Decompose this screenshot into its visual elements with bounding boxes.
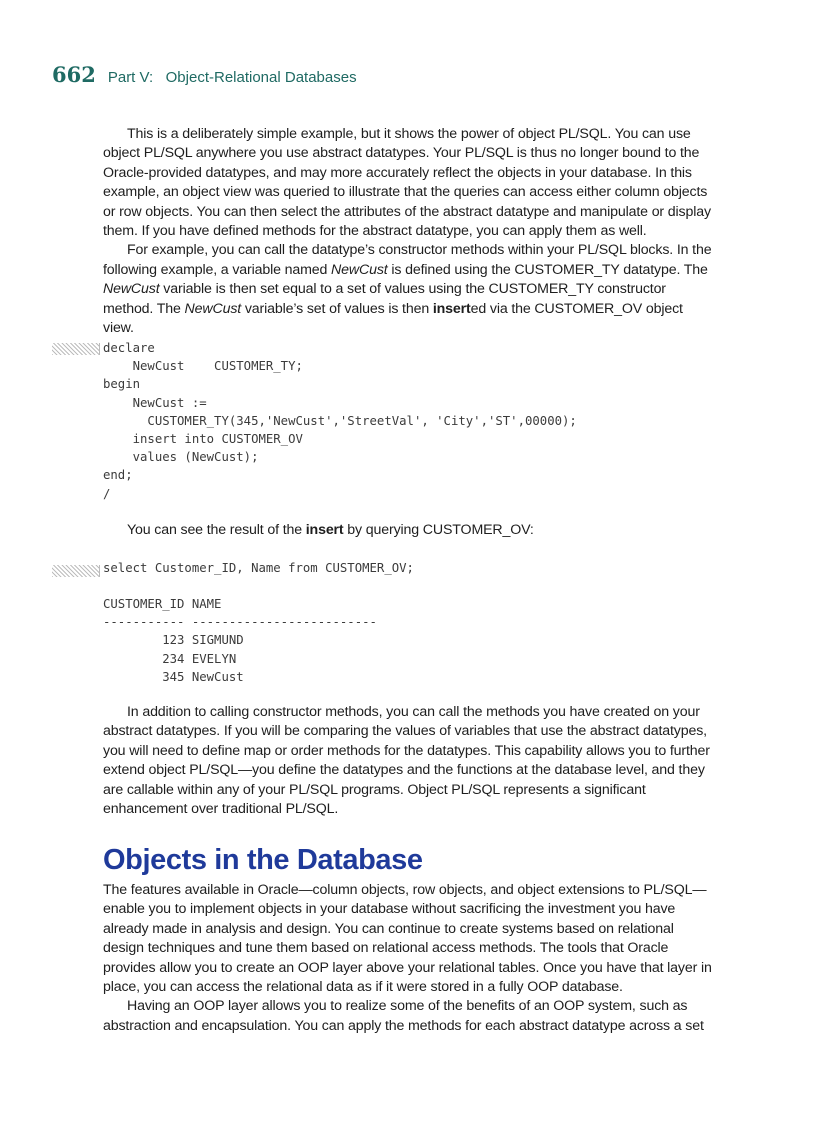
var-name: NewCust <box>331 261 388 278</box>
text-run: You can see the result of the <box>127 522 306 538</box>
text-run: variable’s set of values is then <box>241 300 433 317</box>
text-run: For example, you can call the datatype’s constructor methods within your PL/SQL blocks. In the following example, a variable named <box>103 242 712 278</box>
result-section <box>103 521 715 540</box>
keyword-bold: insert <box>432 300 471 317</box>
var-name: NewCust <box>184 300 242 317</box>
text-run: ed via the CUSTOMER_OV object view. <box>103 300 683 337</box>
part-title: Part V: Object-Relational Databases <box>107 69 357 86</box>
var-name: NewCust <box>103 281 160 298</box>
result-paragraph <box>103 521 715 540</box>
section-heading: Objects in the Database <box>103 844 423 876</box>
keyword-bold: insert <box>305 522 344 538</box>
intro-section <box>103 125 715 338</box>
methods-paragraph: In addition to calling constructor methods, you can call the methods you have created on your abstract datatypes. If you will be comparing the values of variables that use the abstract datatypes, you will need to define map or order methods for the datatypes. This capability allows you to further extend object PL/SQL—you define the datatypes and the functions at the database level, and they are callable within any of your PL/SQL programs. Object PL/SQL represents a significant enhancement over traditional PL/SQL. <box>103 704 710 818</box>
objects-paragraph-2: Having an OOP layer allows you to realize some of the benefits of an OOP system, such as abstraction and encapsulation. You can apply the methods for each abstract datatype across a set <box>103 998 704 1034</box>
text-run: is defined using the CUSTOMER_TY datatype. The <box>387 261 708 278</box>
text-run: variable is then set equal to a set of values using the CUSTOMER_TY constructor method. The <box>103 281 666 317</box>
example-paragraph <box>103 241 715 338</box>
page-number: 662 <box>52 62 96 87</box>
code-marker-icon <box>52 343 100 355</box>
code-marker-icon <box>52 565 100 577</box>
query-result-table: CUSTOMER_ID NAME ----------- ------------------------- 123 SIGMUND 234 EVELYN 345 NewCust <box>103 597 377 684</box>
methods-section <box>103 703 715 819</box>
intro-paragraph: This is a deliberately simple example, but it shows the power of object PL/SQL. You can use object PL/SQL anywhere you use abstract datatypes. Your PL/SQL is thus no longer bound to the Oracle-provided datatypes, and may more accurately reflect the objects in your database. In this example, an object view was queried to illustrate that the queries can access either column objects or row objects. You can then select the attributes of the abstract datatype and manipulate or display them. If you have defined methods for the abstract datatype, you can apply them as well. <box>103 126 711 240</box>
text-run: by querying CUSTOMER_OV: <box>343 522 534 538</box>
code-block-select: select Customer_ID, Name from CUSTOMER_OV; <box>103 561 414 575</box>
code-block-declare: declare NewCust CUSTOMER_TY; begin NewCust := CUSTOMER_TY(345,'NewCust','StreetVal', 'City','ST',00000); insert into CUSTOMER_OV values (NewCust); end; / <box>103 341 577 501</box>
objects-paragraph-1: The features available in Oracle—column objects, row objects, and object extensions to PL/SQL—enable you to implement objects in your database without sacrificing the investment you have already made in analysis and design. You can continue to create systems based on relational design techniques and tune them based on relational access methods. The tools that Oracle provides allow you to create an OOP layer above your relational tables. Once you have that layer in place, you can access the relational data as if it were stored in a fully OOP database. <box>103 882 712 996</box>
page-header <box>52 62 357 87</box>
objects-section <box>103 881 715 1036</box>
